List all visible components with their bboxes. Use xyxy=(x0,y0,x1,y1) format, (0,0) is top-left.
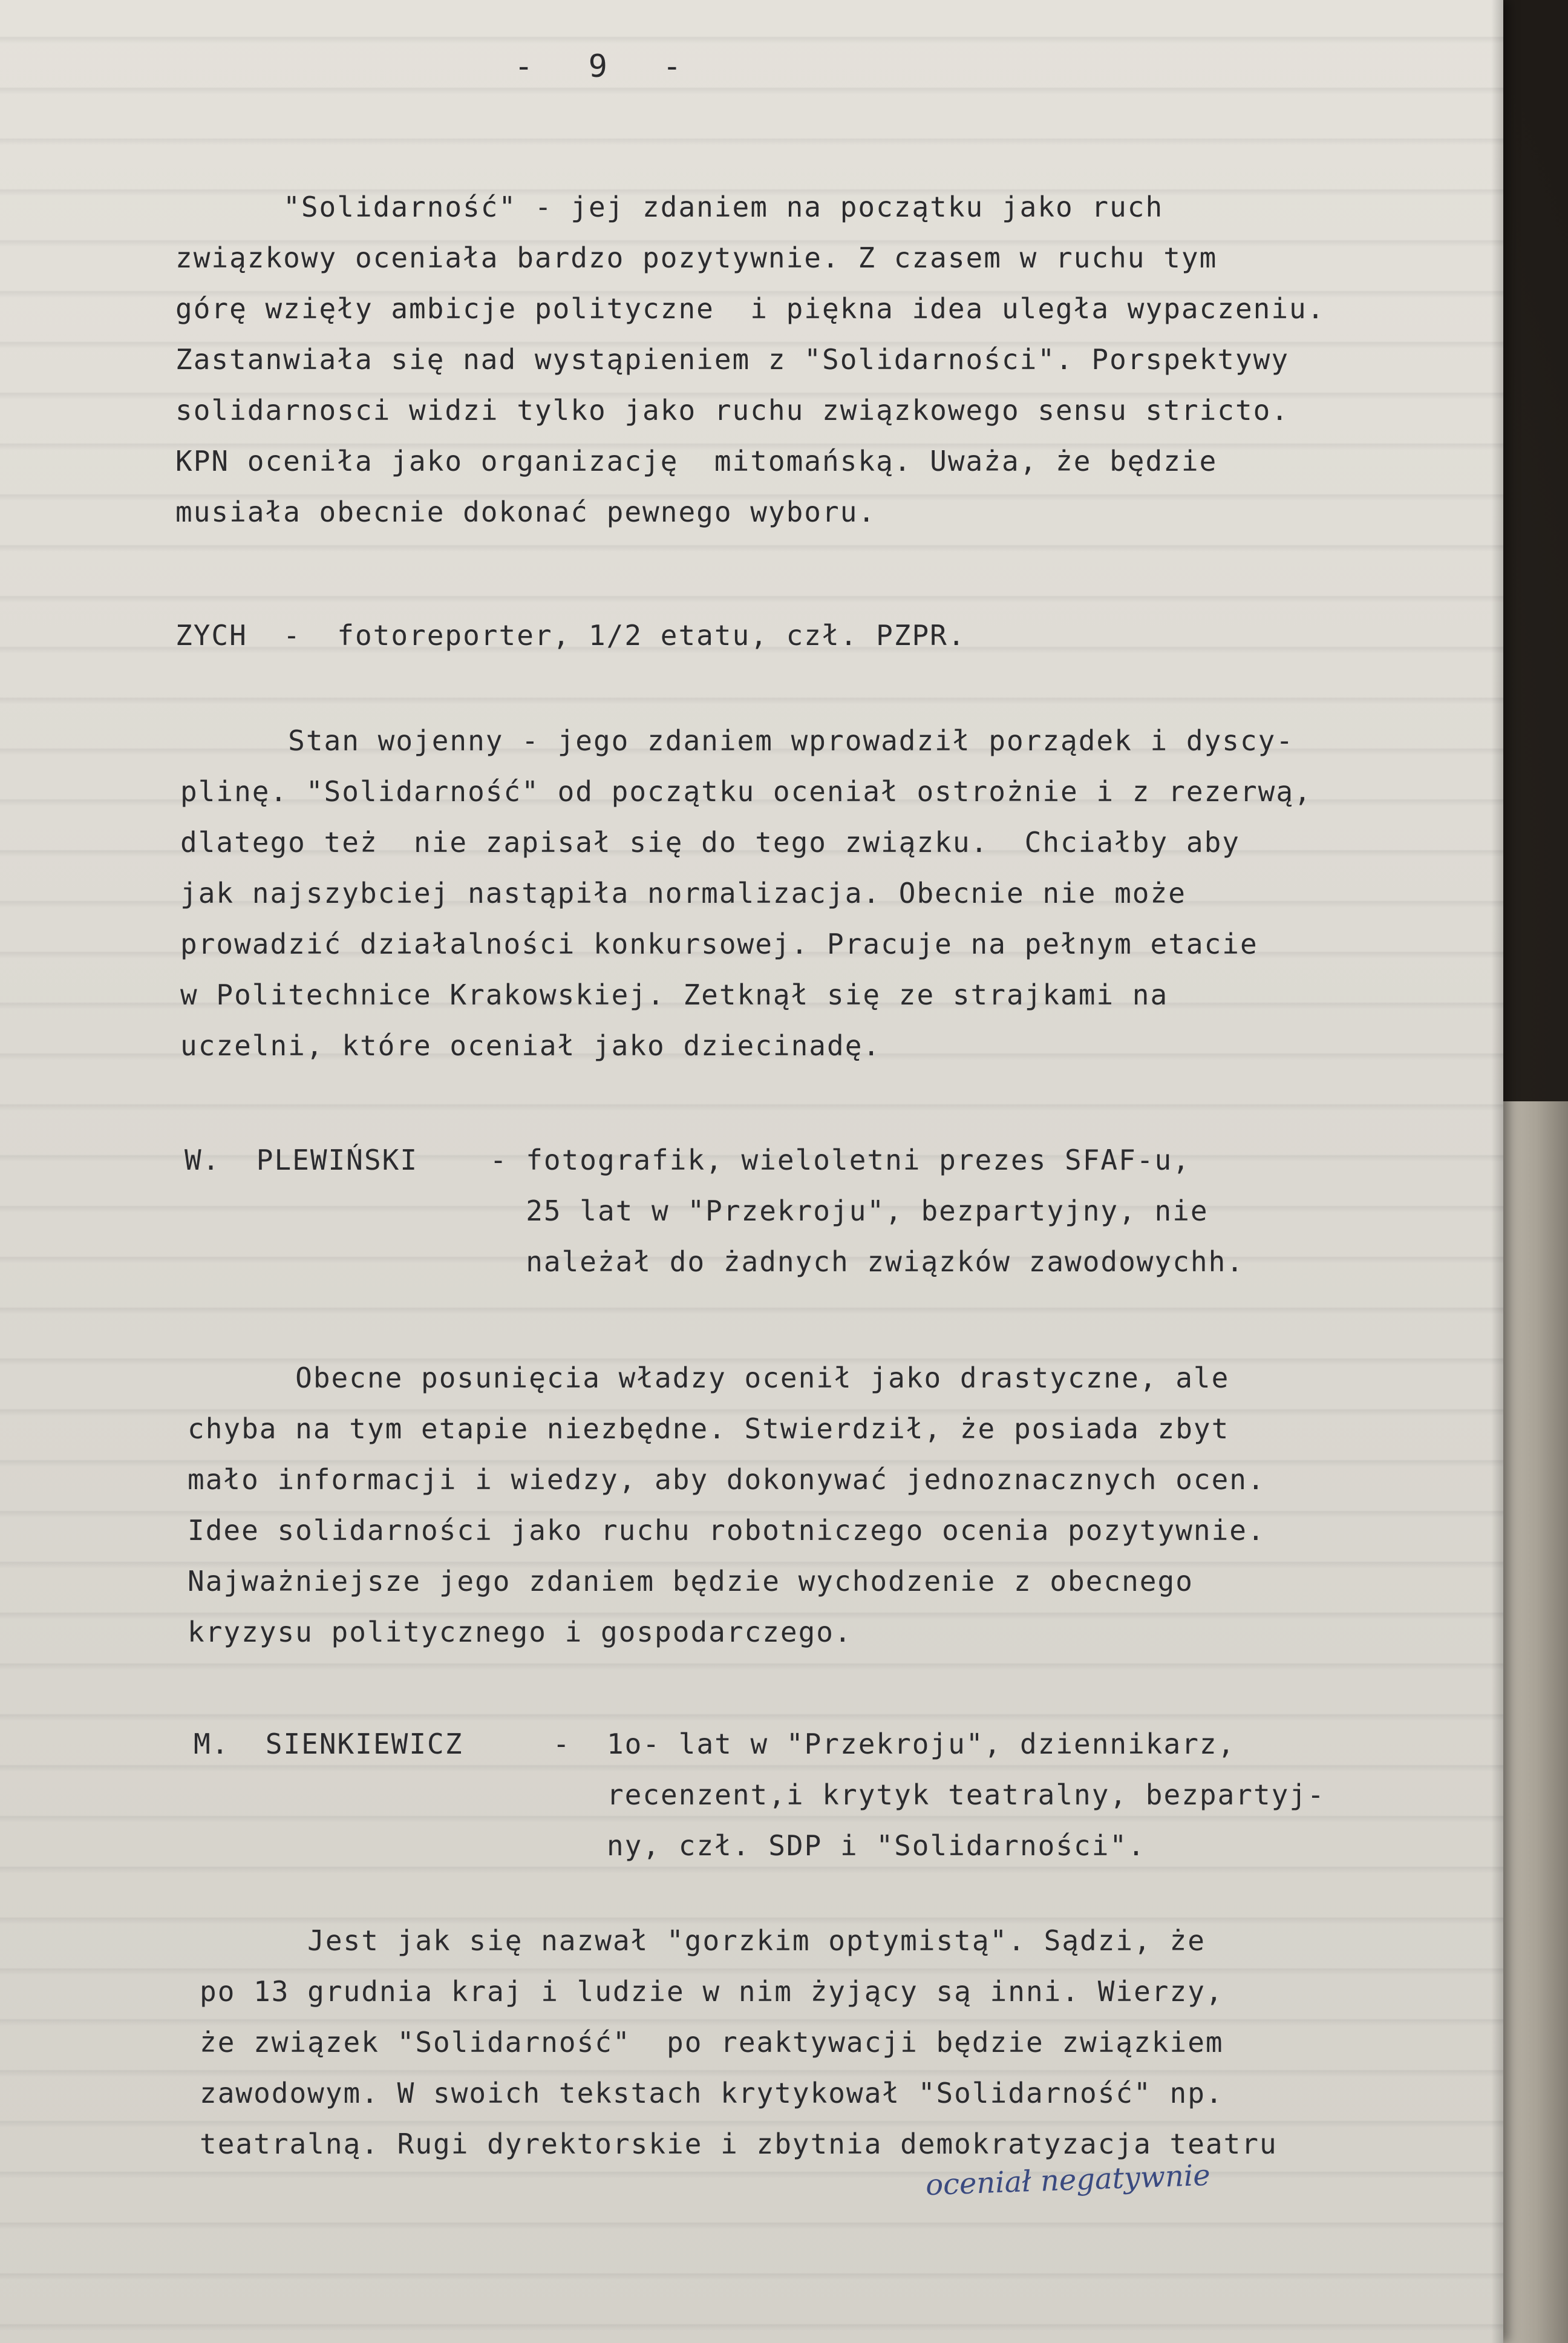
text-line: uczelni, które oceniał jako dziecinadę. xyxy=(180,1029,881,1062)
text-line: dlatego też nie zapisał się do tego związku. Chciałby aby xyxy=(180,826,1240,859)
person-entry-sienkiewicz xyxy=(194,1719,1325,1871)
text-line: M. SIENKIEWICZ - 1o- lat w "Przekroju", dziennikarz, xyxy=(194,1728,1236,1760)
text-line: związkowy oceniała bardzo pozytywnie. Z czasem w ruchu tym xyxy=(175,241,1218,274)
text-line: Stan wojenny - jego zdaniem wprowadził porządek i dyscy- xyxy=(180,724,1295,757)
handwritten-annotation: oceniał negatywnie xyxy=(925,2158,1211,2203)
text-line: recenzent,i krytyk teatralny, bezpartyj- xyxy=(194,1778,1325,1811)
text-line: po 13 grudnia kraj i ludzie w nim żyjący są inni. Wierzy, xyxy=(200,1975,1224,2008)
paragraph-sienkiewicz-opinion xyxy=(200,1915,1278,2169)
text-line: w Politechnice Krakowskiej. Zetknął się ze strajkami na xyxy=(180,978,1169,1011)
text-line: solidarnosci widzi tylko jako ruchu związkowego sensu stricto. xyxy=(175,394,1290,427)
text-line: jak najszybciej nastąpiła normalizacja. Obecnie nie może xyxy=(180,877,1186,909)
text-line: mało informacji i wiedzy, aby dokonywać jednoznacznych ocen. xyxy=(188,1463,1266,1496)
person-entry-zych xyxy=(175,610,966,661)
text-line: ny, czł. SDP i "Solidarności". xyxy=(194,1829,1146,1862)
page-number: - 9 - xyxy=(514,48,700,85)
paragraph-solidarnosc-opinion xyxy=(175,182,1325,537)
page-edge-shadow xyxy=(1491,0,1503,2343)
text-line: 25 lat w "Przekroju", bezpartyjny, nie xyxy=(185,1194,1209,1227)
text-line: KPN oceniła jako organizację mitomańską. Uważa, że będzie xyxy=(175,445,1218,477)
text-line: Obecne posunięcia władzy ocenił jako drastyczne, ale xyxy=(188,1362,1230,1394)
text-line: kryzysu politycznego i gospodarczego. xyxy=(188,1616,852,1648)
paragraph-plewinski-opinion xyxy=(188,1352,1266,1657)
person-entry-plewinski xyxy=(185,1135,1244,1287)
text-line: ZYCH - fotoreporter, 1/2 etatu, czł. PZPR. xyxy=(175,619,966,652)
text-line: górę wzięły ambicje polityczne i piękna idea uległa wypaczeniu. xyxy=(175,292,1325,325)
text-line: musiała obecnie dokonać pewnego wyboru. xyxy=(175,496,877,528)
paragraph-zych-opinion xyxy=(180,715,1312,1071)
text-line: chyba na tym etapie niezbędne. Stwierdził, że posiada zbyt xyxy=(188,1412,1230,1445)
text-line: że związek "Solidarność" po reaktywacji będzie związkiem xyxy=(200,2026,1224,2059)
text-line: Zastanwiała się nad wystąpieniem z "Solidarności". Porspektywy xyxy=(175,343,1290,376)
text-line: należał do żadnych związków zawodowychh. xyxy=(185,1245,1244,1278)
text-line: "Solidarność" - jej zdaniem na początku jako ruch xyxy=(175,191,1164,223)
text-line: plinę. "Solidarność" od początku oceniał ostrożnie i z rezerwą, xyxy=(180,775,1312,808)
text-line: Idee solidarności jako ruchu robotniczego ocenia pozytywnie. xyxy=(188,1514,1266,1547)
text-line: W. PLEWIŃSKI - fotografik, wieloletni prezes SFAF-u, xyxy=(185,1144,1191,1176)
text-line: prowadzić działalności konkursowej. Pracuje na pełnym etacie xyxy=(180,928,1258,960)
text-line: teatralną. Rugi dyrektorskie i zbytnia demokratyzacja teatru xyxy=(200,2128,1278,2160)
text-line: Najważniejsze jego zdaniem będzie wychodzenie z obecnego xyxy=(188,1565,1194,1598)
text-line: zawodowym. W swoich tekstach krytykował "Solidarność" np. xyxy=(200,2077,1224,2109)
text-line: Jest jak się nazwał "gorzkim optymistą". Sądzi, że xyxy=(200,1924,1206,1957)
